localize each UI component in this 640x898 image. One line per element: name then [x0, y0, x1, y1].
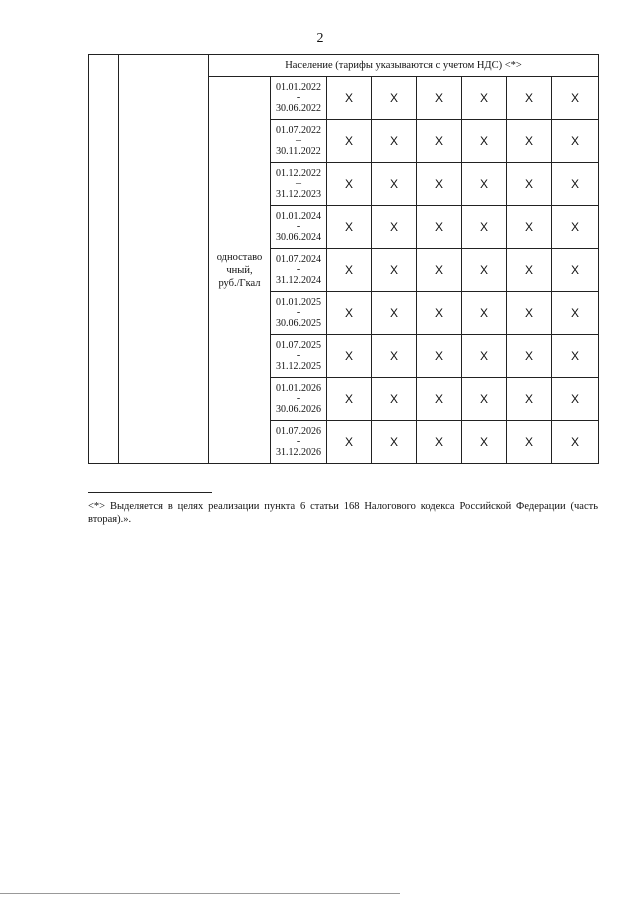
value-cell: Х [372, 120, 417, 163]
period-start: 01.07.2024 [276, 254, 321, 265]
value-cell: Х [507, 206, 552, 249]
value-cell: Х [462, 249, 507, 292]
period-end: 30.11.2022 [276, 146, 321, 157]
tariff-type-cell: одноставо чный, руб./Гкал [209, 77, 271, 464]
value-cell: Х [372, 206, 417, 249]
period-end: 31.12.2026 [276, 447, 321, 458]
value-cell: Х [372, 77, 417, 120]
footnote: <*> Выделяется в целях реализации пункта 6 статьи 168 Налогового кодекса Российской Федерации (часть вторая).». [88, 501, 598, 525]
table-header: Население (тарифы указываются с учетом НДС) <*> [209, 55, 599, 77]
period-sep: - [296, 92, 301, 103]
period-cell [271, 249, 327, 292]
period-sep: – [296, 135, 301, 146]
value-cell: Х [372, 292, 417, 335]
value-cell: Х [462, 77, 507, 120]
value-cell: Х [417, 77, 462, 120]
period-sep: - [296, 350, 301, 361]
period-sep: - [296, 307, 301, 318]
value-cell: Х [507, 249, 552, 292]
value-cell: Х [327, 378, 372, 421]
value-cell: Х [552, 120, 599, 163]
value-cell: Х [552, 421, 599, 464]
value-cell: Х [417, 421, 462, 464]
value-cell: Х [462, 421, 507, 464]
blank-col-1 [89, 55, 119, 464]
period-cell [271, 292, 327, 335]
value-cell: Х [552, 249, 599, 292]
period-sep: - [296, 436, 301, 447]
value-cell: Х [327, 335, 372, 378]
period-start: 01.01.2026 [276, 383, 321, 394]
value-cell: Х [462, 378, 507, 421]
value-cell: Х [552, 206, 599, 249]
period-cell [271, 378, 327, 421]
value-cell: Х [372, 335, 417, 378]
period-start: 01.07.2025 [276, 340, 321, 351]
value-cell: Х [372, 421, 417, 464]
period-start: 01.01.2022 [276, 82, 321, 93]
period-cell [271, 206, 327, 249]
value-cell: Х [417, 335, 462, 378]
blank-col-2 [119, 55, 209, 464]
period-sep: – [296, 178, 301, 189]
tariff-table [88, 54, 599, 464]
period-sep: - [296, 393, 301, 404]
period-start: 01.07.2026 [276, 426, 321, 437]
value-cell: Х [417, 120, 462, 163]
period-end: 30.06.2022 [276, 103, 321, 114]
period-cell [271, 163, 327, 206]
period-start: 01.12.2022 [276, 168, 321, 179]
value-cell: Х [327, 206, 372, 249]
period-cell [271, 421, 327, 464]
period-start: 01.01.2024 [276, 211, 321, 222]
value-cell: Х [327, 249, 372, 292]
period-end: 31.12.2023 [276, 189, 321, 200]
value-cell: Х [552, 335, 599, 378]
value-cell: Х [507, 163, 552, 206]
value-cell: Х [507, 77, 552, 120]
period-end: 30.06.2025 [276, 318, 321, 329]
value-cell: Х [327, 421, 372, 464]
period-start: 01.01.2025 [276, 297, 321, 308]
value-cell: Х [327, 163, 372, 206]
value-cell: Х [327, 77, 372, 120]
value-cell: Х [417, 292, 462, 335]
period-start: 01.07.2022 [276, 125, 321, 136]
value-cell: Х [462, 120, 507, 163]
period-sep: - [296, 221, 301, 232]
page-number: 2 [316, 31, 324, 46]
value-cell: Х [417, 206, 462, 249]
value-cell: Х [507, 292, 552, 335]
value-cell: Х [417, 378, 462, 421]
value-cell: Х [552, 378, 599, 421]
period-cell [271, 335, 327, 378]
period-cell [271, 77, 327, 120]
period-end: 31.12.2024 [276, 275, 321, 286]
value-cell: Х [462, 292, 507, 335]
value-cell: Х [552, 77, 599, 120]
period-cell [271, 120, 327, 163]
value-cell: Х [552, 163, 599, 206]
value-cell: Х [507, 335, 552, 378]
footnote-rule [88, 492, 212, 493]
period-end: 31.12.2025 [276, 361, 321, 372]
value-cell: Х [372, 249, 417, 292]
value-cell: Х [372, 378, 417, 421]
value-cell: Х [507, 120, 552, 163]
value-cell: Х [462, 335, 507, 378]
period-end: 30.06.2026 [276, 404, 321, 415]
value-cell: Х [552, 292, 599, 335]
value-cell: Х [417, 163, 462, 206]
value-cell: Х [507, 378, 552, 421]
period-sep: - [296, 264, 301, 275]
value-cell: Х [462, 163, 507, 206]
period-end: 30.06.2024 [276, 232, 321, 243]
value-cell: Х [507, 421, 552, 464]
value-cell: Х [327, 120, 372, 163]
value-cell: Х [372, 163, 417, 206]
value-cell: Х [462, 206, 507, 249]
bottom-rule [0, 893, 400, 894]
value-cell: Х [327, 292, 372, 335]
value-cell: Х [417, 249, 462, 292]
